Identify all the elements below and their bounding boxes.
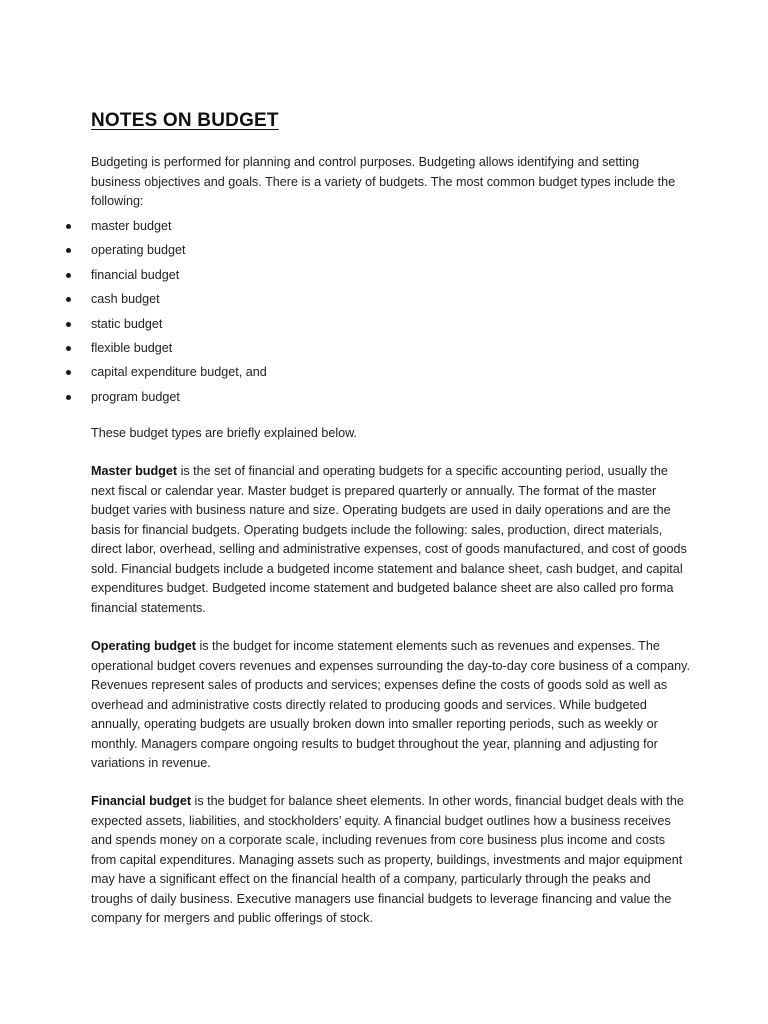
- budget-types-list: [0, 216, 768, 411]
- financial-budget-term: Financial budget: [91, 794, 192, 808]
- list-item: [0, 240, 768, 264]
- page-title: NOTES ON BUDGET: [91, 110, 279, 131]
- bullet-icon: [66, 224, 71, 229]
- list-item-label: operating budget: [91, 243, 186, 258]
- financial-budget-text: is the budget for balance sheet elements. In other words, financial budget deals with the expected assets, liabilities, and stockholders’ equity. A financial budget outlines how a business receives and spends money on a corporate scale, including revenues from core business plus income and costs from capital expenditures. Managing assets such as property, buildings, investments and major equipment may have a significant effect on the financial health of a company, particularly through the peaks and troughs of daily business. Executive managers use financial budgets to leverage financing and value the company for mergers and public offerings of stock.: [91, 794, 684, 925]
- list-item: [0, 387, 768, 411]
- list-item: [0, 289, 768, 313]
- list-item-label: financial budget: [91, 267, 180, 282]
- bullet-icon: [66, 346, 71, 351]
- operating-budget-term: Operating budget: [91, 639, 196, 653]
- operating-budget-text: is the budget for income statement elements such as revenues and expenses. The operational budget covers revenues and expenses surrounding the day-to-day core business of a company. Revenues represent sales of products and services; expenses define the costs of goods sold as well as overhead and administrative costs directly related to producing goods and services. While budgeted annually, operating budgets are usually broken down into smaller reporting periods, such as weekly or monthly. Managers compare ongoing results to budget throughout the year, planning and adjusting for variations in revenue.: [91, 639, 691, 770]
- master-budget-text: is the set of financial and operating budgets for a specific accounting period, usually the next fiscal or calendar year. Master budget is prepared quarterly or annually. The format of the master budget varies with business nature and size. Operating budgets are used in daily operations and are the basis for financial budgets. Operating budgets include the following: sales, production, direct materials, direct labor, overhead, selling and administrative expenses, cost of goods manufactured, and cost of goods sold. Financial budgets include a budgeted income statement and balance sheet, cash budget, and capital expenditures budget. Budgeted income statement and budgeted balance sheet are also called pro forma financial statements.: [91, 464, 687, 615]
- list-item-label: cash budget: [91, 292, 160, 307]
- master-budget-paragraph: [91, 462, 691, 618]
- list-item-label: program budget: [91, 389, 180, 404]
- intro-paragraph: Budgeting is performed for planning and control purposes. Budgeting allows identifying and setting business objectives and goals. There is a variety of budgets. The most common budget types include the following:: [91, 155, 676, 208]
- bullet-icon: [66, 248, 71, 253]
- bullet-icon: [66, 297, 71, 302]
- list-item-label: flexible budget: [91, 340, 173, 355]
- list-item-label: master budget: [91, 219, 172, 233]
- explanation-intro: These budget types are briefly explained below.: [91, 426, 358, 440]
- bullet-icon: [66, 322, 71, 327]
- bullet-icon: [66, 273, 71, 278]
- list-item-label: capital expenditure budget, and: [91, 365, 267, 380]
- bullet-icon: [66, 370, 71, 375]
- master-budget-term: Master budget: [91, 464, 178, 478]
- list-item-label: static budget: [91, 316, 163, 331]
- list-item: [0, 265, 768, 289]
- list-item: [0, 216, 768, 240]
- bullet-icon: [66, 395, 71, 400]
- list-item: [0, 362, 768, 386]
- financial-budget-paragraph: [91, 792, 691, 929]
- list-item: [0, 338, 768, 362]
- list-item: [0, 314, 768, 338]
- operating-budget-paragraph: [91, 637, 691, 774]
